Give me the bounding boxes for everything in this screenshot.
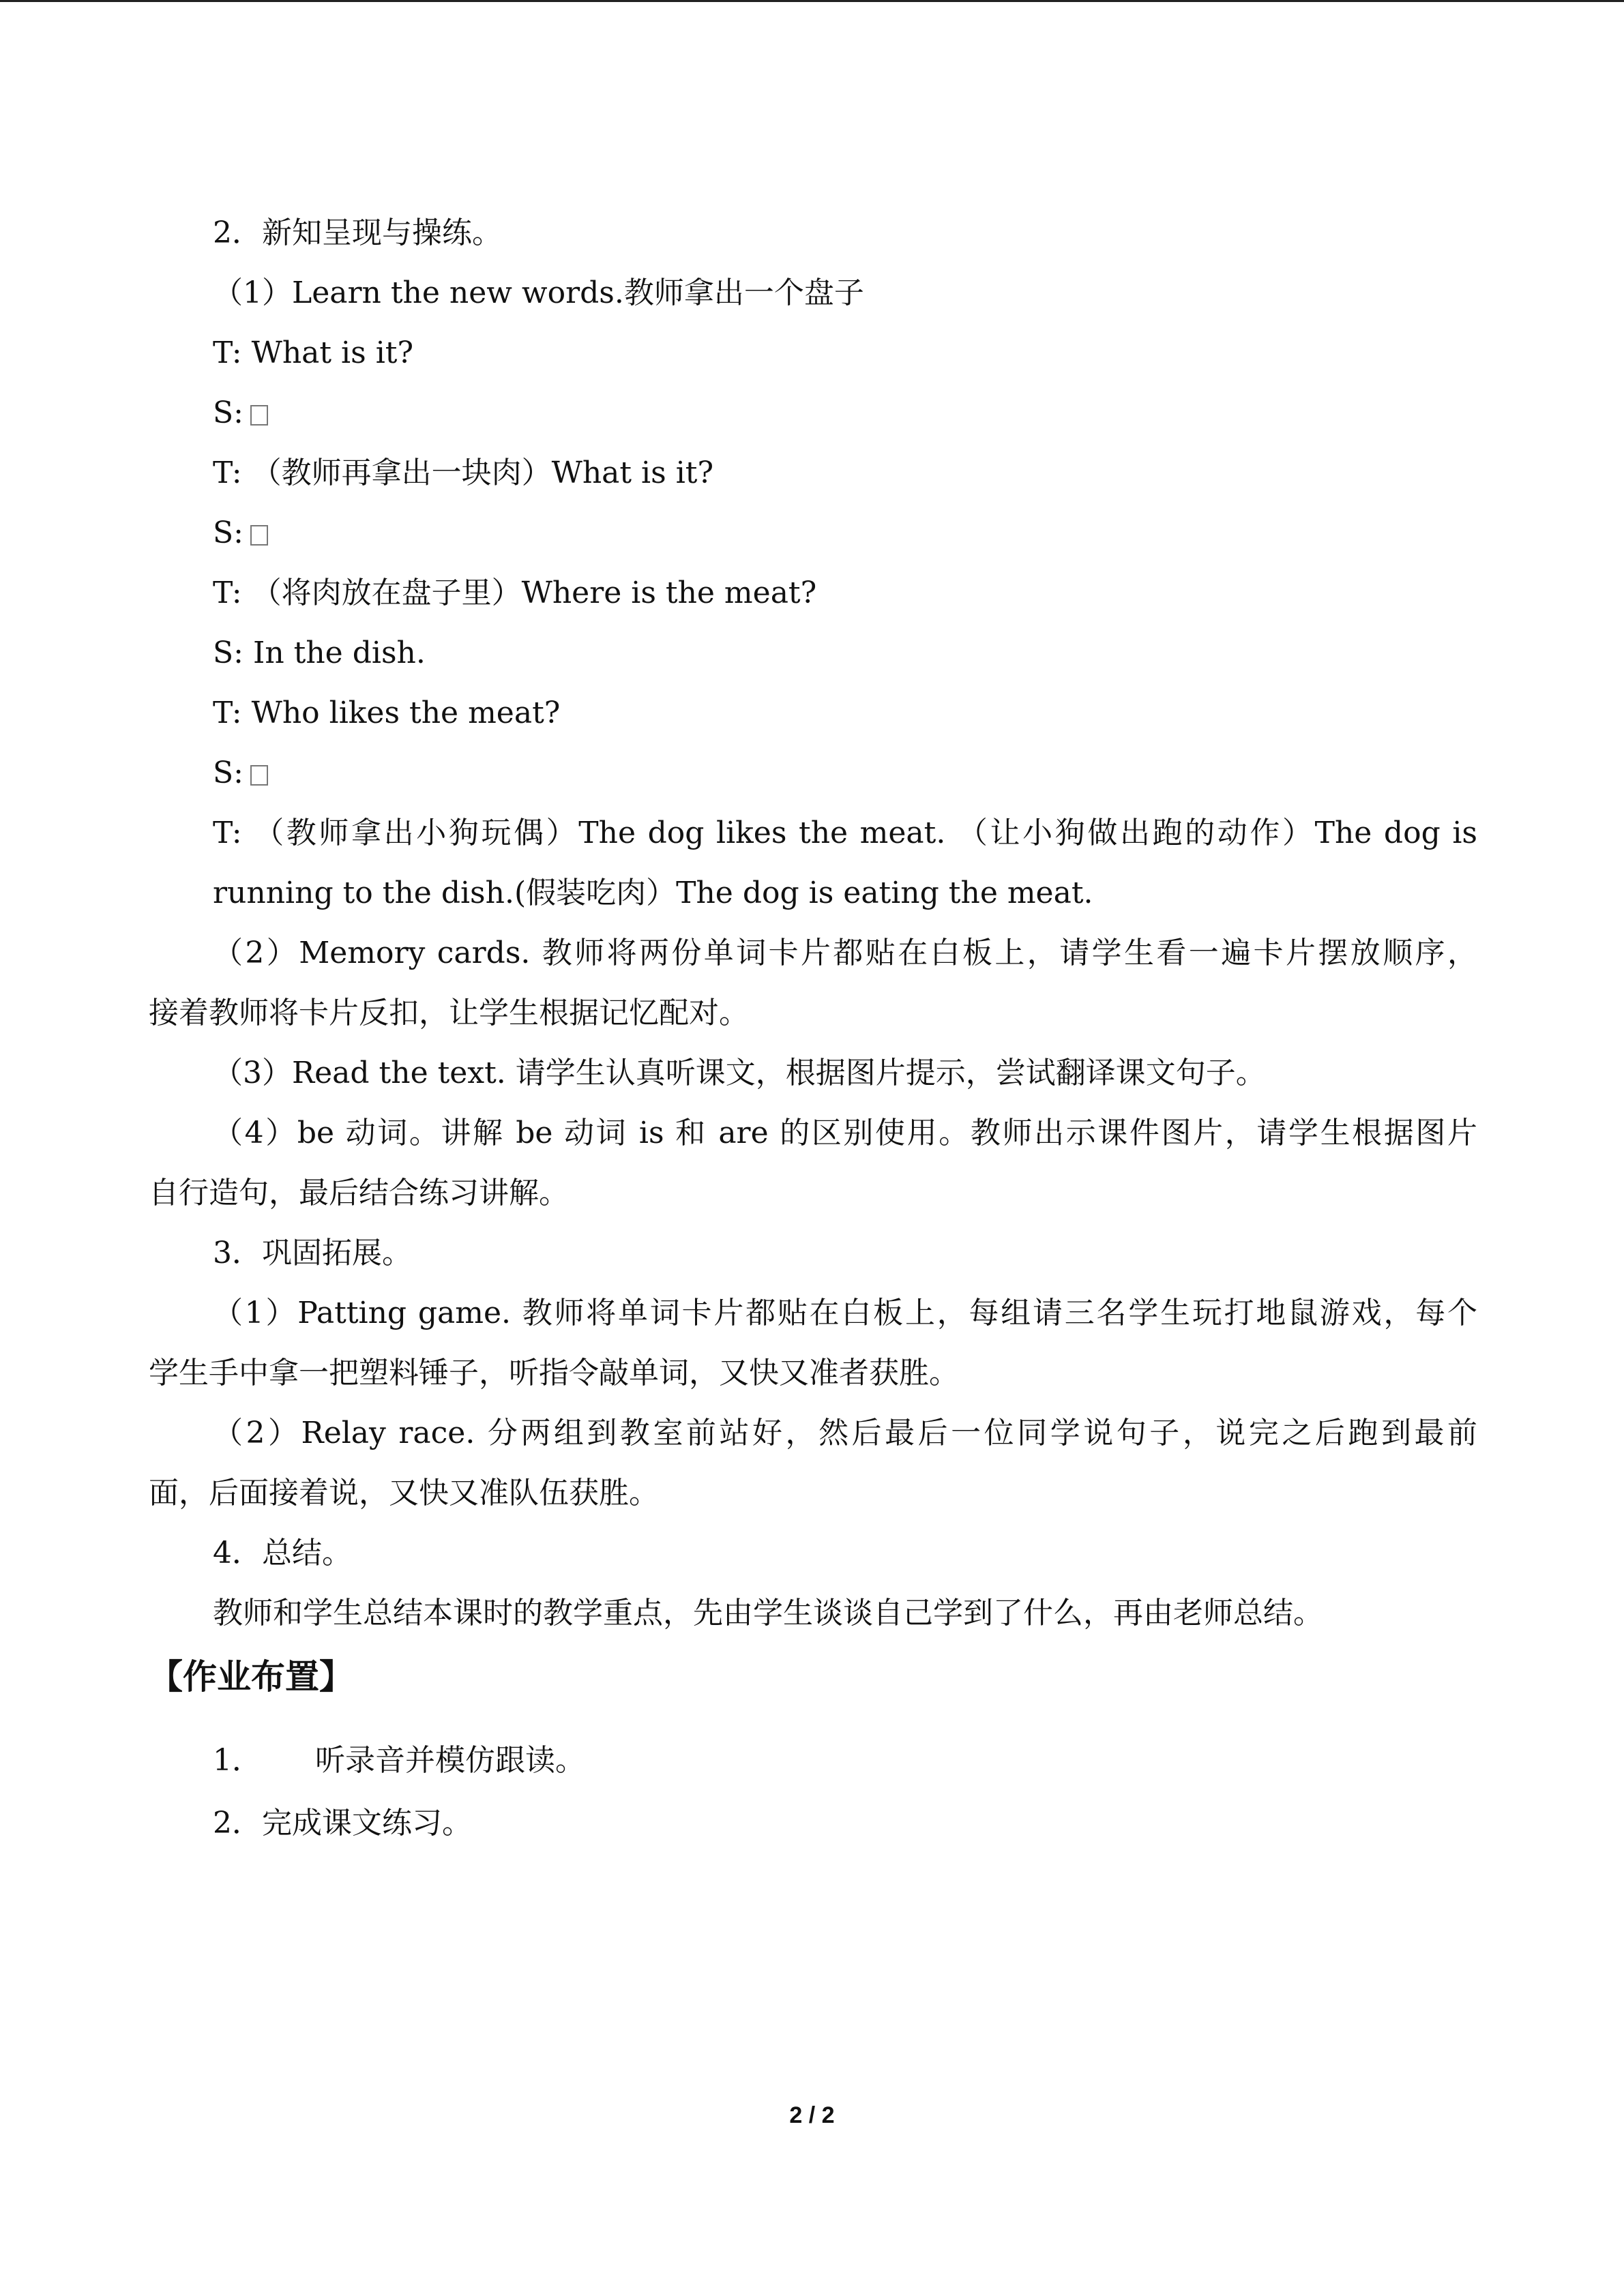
paragraph-step-4: 4．总结。 bbox=[213, 1536, 352, 1570]
blank-box bbox=[250, 765, 268, 786]
dialogue-line: running to the dish.(假装吃肉）The dog is eating the meat. bbox=[213, 876, 1093, 910]
dialogue-line: S: bbox=[213, 753, 268, 794]
homework-item-1-text: 听录音并模仿跟读。 bbox=[315, 1743, 585, 1778]
dialogue-line: S: bbox=[213, 513, 268, 554]
paragraph-memory-cards-cont: 接着教师将卡片反扣，让学生根据记忆配对。 bbox=[149, 996, 749, 1030]
paragraph-patting-game: （1）Patting game. 教师将单词卡片都贴在白板上，每组请三名学生玩打地鼠游戏，每个 bbox=[213, 1296, 1477, 1330]
dialogue-line: T: What is it? bbox=[213, 336, 414, 370]
paragraph-summary: 教师和学生总结本课时的教学重点，先由学生谈谈自己学到了什么，再由老师总结。 bbox=[213, 1596, 1323, 1630]
homework-heading: 【作业布置】 bbox=[149, 1657, 353, 1697]
blank-box bbox=[250, 405, 268, 426]
paragraph-be-verb-cont: 自行造句，最后结合练习讲解。 bbox=[149, 1176, 569, 1210]
homework-item-2: 2．完成课文练习。 bbox=[213, 1806, 472, 1840]
paragraph-step-2: 2．新知呈现与操练。 bbox=[213, 215, 502, 250]
paragraph-relay-race: （2）Relay race. 分两组到教室前站好，然后最后一位同学说句子，说完之后跑到最前 bbox=[213, 1416, 1477, 1450]
paragraph-learn-words: （1）Learn the new words.教师拿出一个盘子 bbox=[213, 275, 864, 310]
dialogue-line: T: （将肉放在盘子里）Where is the meat? bbox=[213, 576, 817, 610]
dialogue-line: T: Who likes the meat? bbox=[213, 696, 561, 730]
dialogue-line: T: （教师再拿出一块肉）What is it? bbox=[213, 456, 714, 490]
top-rule bbox=[0, 0, 1624, 2]
blank-box bbox=[250, 525, 268, 546]
paragraph-read-text: （3）Read the text. 请学生认真听课文，根据图片提示，尝试翻译课文句子。 bbox=[213, 1056, 1266, 1090]
paragraph-relay-race-cont: 面，后面接着说，又快又准队伍获胜。 bbox=[149, 1476, 659, 1510]
paragraph-memory-cards: （2）Memory cards. 教师将两份单词卡片都贴在白板上，请学生看一遍卡片摆放顺序， bbox=[213, 936, 1477, 970]
paragraph-be-verb: （4）be 动词。讲解 be 动词 is 和 are 的区别使用。教师出示课件图片，请学生根据图片 bbox=[213, 1116, 1477, 1150]
dialogue-line: T: （教师拿出小狗玩偶）The dog likes the meat. （让小狗做出跑的动作）The dog is bbox=[213, 816, 1477, 850]
homework-item-1 bbox=[213, 1740, 585, 1781]
paragraph-patting-game-cont: 学生手中拿一把塑料锤子，听指令敲单词，又快又准者获胜。 bbox=[149, 1356, 959, 1390]
dialogue-line: S: bbox=[213, 393, 268, 434]
page-number: 2 / 2 bbox=[789, 2102, 835, 2128]
homework-item-1-number: 1． bbox=[213, 1743, 262, 1778]
paragraph-step-3: 3．巩固拓展。 bbox=[213, 1236, 412, 1270]
dialogue-line: S: In the dish. bbox=[213, 636, 426, 670]
